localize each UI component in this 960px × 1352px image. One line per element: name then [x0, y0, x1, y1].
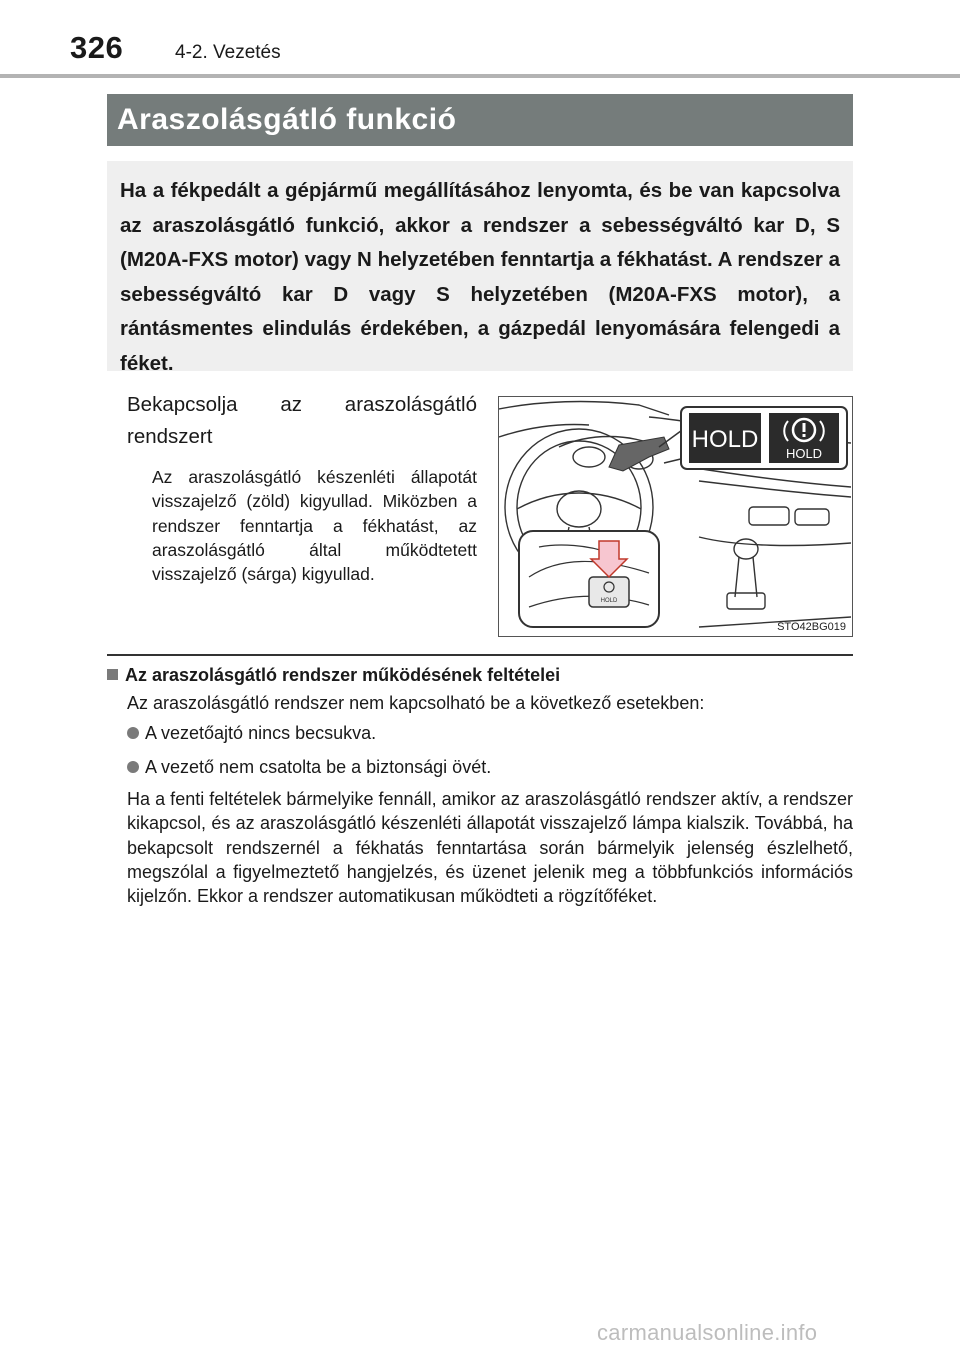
- conditions-closing-paragraph: Ha a fenti feltételek bármelyike fennáll, amikor az araszolásgátló rendszer aktív, a rendszer kikapcsol, és az araszolásgátló készenléti állapotát visszajelző lámpa kialszik. Továbbá, ha bekapcsolt rendszernél a fékhatás fenntartása során bármelyik jelenség észlelhető, megszólal a figyelmeztető hangjelzés, és üzenet jelenik meg a többfunkciós információs kijelzőn. Ekkor a rendszer automatikusan működteti a rögzítőféket.: [127, 789, 853, 907]
- list-item: [127, 757, 491, 778]
- header-rule: [0, 74, 960, 78]
- hold-indicator-text: HOLD: [691, 426, 759, 453]
- hold-indicator-icon-label: HOLD: [785, 446, 823, 461]
- conditions-heading: [107, 665, 560, 686]
- step-title: Bekapcsolja az araszolásgátló rendszert: [127, 393, 477, 448]
- summary-box: Ha a fékpedált a gépjármű megállításához lenyomta, és be van kapcsolva az araszolásgátló funkció, akkor a rendszer a sebességváltó kar D, S (M20A-FXS motor) vagy N helyzetében fenntartja a fékhatást. A rendszer a sebességváltó kar D vagy S helyzetében (M20A-FXS motor), a rántásmentes elindulás érdekében, a gázpedál lenyomására felengedi a féket.: [107, 161, 853, 371]
- watermark: carmanualsonline.info: [597, 1320, 818, 1345]
- page-number: 326: [70, 30, 124, 65]
- list-item-text: A vezető nem csatolta be a biztonsági övét.: [145, 757, 492, 777]
- figure-code: STO42BG019: [777, 621, 846, 633]
- conditions-intro: Az araszolásgátló rendszer nem kapcsolható be a következő esetekben:: [127, 693, 705, 713]
- step-description: Az araszolásgátló készenléti állapotát visszajelző (zöld) kigyullad. Miközben a rendszer fenntartja a fékhatást, az araszolásgátló által működtetett visszajelző (sárga) kigyullad.: [152, 467, 477, 585]
- step-1: [127, 389, 477, 586]
- list-item: [127, 723, 376, 744]
- section-title: Araszolásgátló funkció: [107, 94, 853, 146]
- section-label: 4-2. Vezetés: [175, 42, 281, 63]
- bullet-dot-icon: [127, 727, 139, 739]
- bullet-dot-icon: [127, 761, 139, 773]
- conditions-heading-text: Az araszolásgátló rendszer működésének feltételei: [125, 665, 561, 685]
- list-item-text: A vezetőajtó nincs becsukva.: [145, 723, 377, 743]
- square-bullet-icon: [107, 669, 118, 680]
- divider: [107, 654, 853, 656]
- hold-switch-illustration: [498, 396, 853, 637]
- dashboard-drawing: [499, 397, 851, 635]
- page-header: [0, 0, 960, 80]
- hold-button-label: HOLD: [600, 598, 618, 604]
